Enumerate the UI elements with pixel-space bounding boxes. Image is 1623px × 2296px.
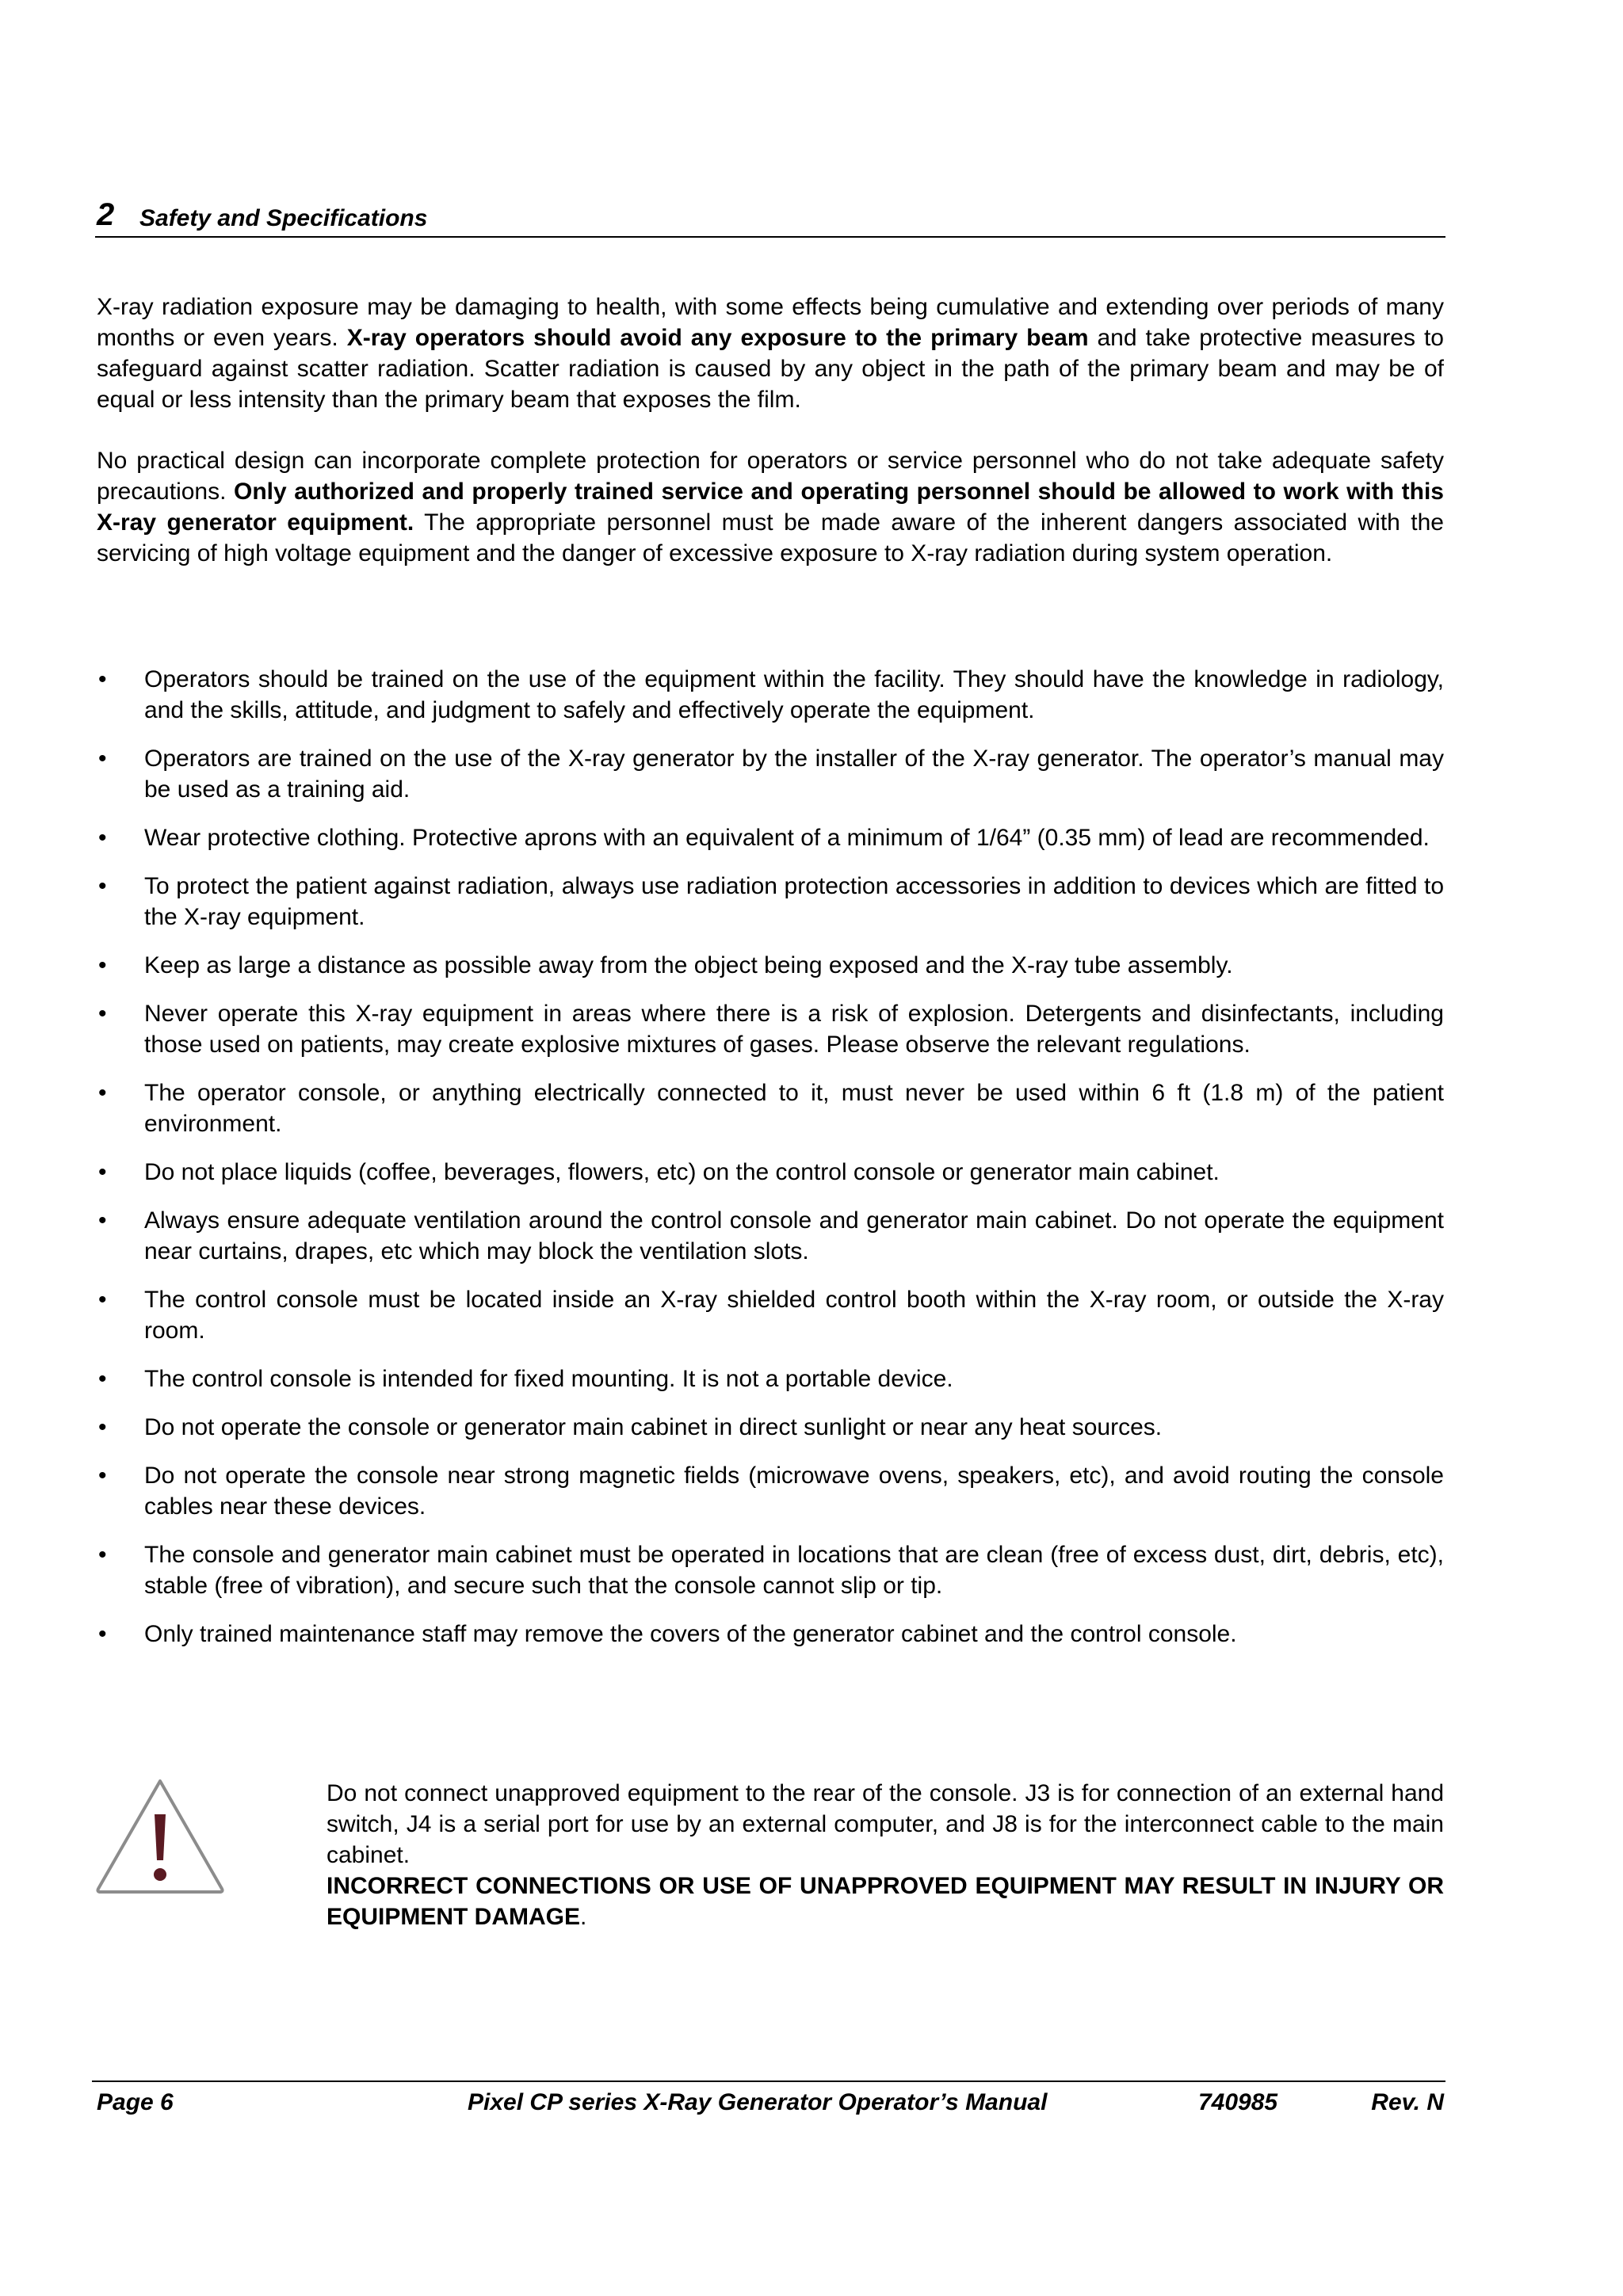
bullet-icon: • [98, 1621, 107, 1647]
list-item-text: Do not place liquids (coffee, beverages, flowers, etc) on the control console or generator main cabinet. [144, 1159, 1220, 1185]
bullet-icon: • [98, 1366, 107, 1392]
list-item [97, 1363, 1444, 1394]
revision-label: Rev. N [1371, 2089, 1444, 2115]
page-footer [92, 2081, 1445, 2120]
page-header [95, 193, 1445, 238]
list-item [97, 950, 1444, 981]
document-number: 740985 [1198, 2089, 1278, 2115]
list-item [97, 1157, 1444, 1188]
list-item-text: The control console must be located inside an X-ray shielded control booth within the X-ray room, or outside the X-ray room. [144, 1287, 1444, 1344]
list-item [97, 743, 1444, 805]
list-item-text: The console and generator main cabinet must be operated in locations that are clean (free of excess dust, dirt, debris, etc), stable (free of vibration), and secure such that the console cannot slip or tip. [144, 1542, 1444, 1599]
list-item [97, 822, 1444, 853]
bullet-icon: • [98, 1414, 107, 1440]
list-item-text: Never operate this X-ray equipment in areas where there is a risk of explosion. Detergents and disinfectants, including those used on patients, may create explosive mixtures of gases. Please observe the relevant regulations. [144, 1001, 1444, 1058]
paragraph-bold-text: X-ray operators should avoid any exposure to the primary beam [346, 325, 1089, 351]
manual-title: Pixel CP series X-Ray Generator Operator’s Manual [468, 2089, 1048, 2115]
warning-triangle-icon [95, 1778, 225, 1895]
warning-caps-end: . [580, 1904, 587, 1930]
list-item [97, 998, 1444, 1060]
warning-notice [95, 1778, 1445, 1952]
bullet-icon: • [98, 1159, 107, 1185]
list-item-text: Only trained maintenance staff may remove the covers of the generator cabinet and the control console. [144, 1621, 1237, 1647]
paragraph-bold-text: Only authorized and properly trained service and operating personnel should be allowed to work with this X-ray generator equipment. [97, 479, 1444, 536]
paragraph-precautions [97, 445, 1444, 569]
bullet-icon: • [98, 952, 107, 978]
list-item-text: Do not operate the console near strong magnetic fields (microwave ovens, speakers, etc), and avoid routing the console cables near these devices. [144, 1463, 1444, 1520]
paragraph-text: The appropriate personnel must be made aware of the inherent dangers associated with the servicing of high voltage equipment and the danger of excessive exposure to X-ray radiation during system operation. [97, 509, 1444, 566]
bullet-icon: • [98, 1080, 107, 1106]
list-item [97, 1205, 1444, 1267]
list-item [97, 1619, 1444, 1650]
bullet-icon: • [98, 873, 107, 899]
bullet-icon: • [98, 825, 107, 851]
paragraph-text: X-ray radiation exposure may be damaging to health, with some effects being cumulative and extending over periods of many months or even years. [97, 294, 1444, 351]
list-item-text: Wear protective clothing. Protective aprons with an equivalent of a minimum of 1/64” (0.35 mm) of lead are recommended. [144, 825, 1430, 851]
paragraph-exposure [97, 292, 1444, 415]
warning-text [327, 1778, 1444, 1932]
list-item-text: Always ensure adequate ventilation around the control console and generator main cabinet. Do not operate the equipment near curtains, drapes, etc which may block the ventilation slots. [144, 1207, 1444, 1264]
bullet-icon: • [98, 1001, 107, 1027]
paragraph-text: No practical design can incorporate complete protection for operators or service personnel who do not take adequate safety precautions. [97, 448, 1444, 505]
list-item [97, 1077, 1444, 1139]
list-item-text: The control console is intended for fixed mounting. It is not a portable device. [144, 1366, 953, 1392]
list-item-text: The operator console, or anything electrically connected to it, must never be used within 6 ft (1.8 m) of the patient environment. [144, 1080, 1444, 1137]
list-item [97, 1284, 1444, 1346]
chapter-title: Safety and Specifications [139, 205, 428, 231]
page-number: Page 6 [97, 2089, 174, 2115]
warning-caps-text: INCORRECT CONNECTIONS OR USE OF UNAPPROVED EQUIPMENT MAY RESULT IN INJURY OR EQUIPMENT DAMAGE [327, 1873, 1444, 1930]
list-item-text: Keep as large a distance as possible away from the object being exposed and the X-ray tube assembly. [144, 952, 1233, 978]
paragraph-text: and take protective measures to safeguard against scatter radiation. Scatter radiation is caused by any object in the path of the primary beam and may be of equal or less intensity than the primary beam that exposes the film. [97, 325, 1444, 413]
bullet-icon: • [98, 746, 107, 772]
list-item [97, 1412, 1444, 1443]
list-item [97, 1539, 1444, 1601]
bullet-icon: • [98, 1287, 107, 1313]
list-item [97, 1460, 1444, 1522]
list-item [97, 664, 1444, 726]
bullet-icon: • [98, 1207, 107, 1234]
list-item-text: To protect the patient against radiation, always use radiation protection accessories in addition to devices which are fitted to the X-ray equipment. [144, 873, 1444, 930]
list-item-text: Operators are trained on the use of the X-ray generator by the installer of the X-ray generator. The operator’s manual may be used as a training aid. [144, 746, 1444, 803]
warning-body: Do not connect unapproved equipment to the rear of the console. J3 is for connection of an external hand switch, J4 is a serial port for use by an external computer, and J8 is for the interconnect cable to the main cabinet. [327, 1780, 1444, 1868]
list-item-text: Operators should be trained on the use of the equipment within the facility. They should have the knowledge in radiology, and the skills, attitude, and judgment to safely and effectively operate the equipment. [144, 666, 1444, 723]
bullet-icon: • [98, 1463, 107, 1489]
chapter-number: 2 [97, 197, 115, 232]
list-item-text: Do not operate the console or generator main cabinet in direct sunlight or near any heat sources. [144, 1414, 1163, 1440]
bullet-icon: • [98, 1542, 107, 1568]
list-item [97, 871, 1444, 933]
safety-bullet-list [97, 664, 1444, 1667]
bullet-icon: • [98, 666, 107, 692]
